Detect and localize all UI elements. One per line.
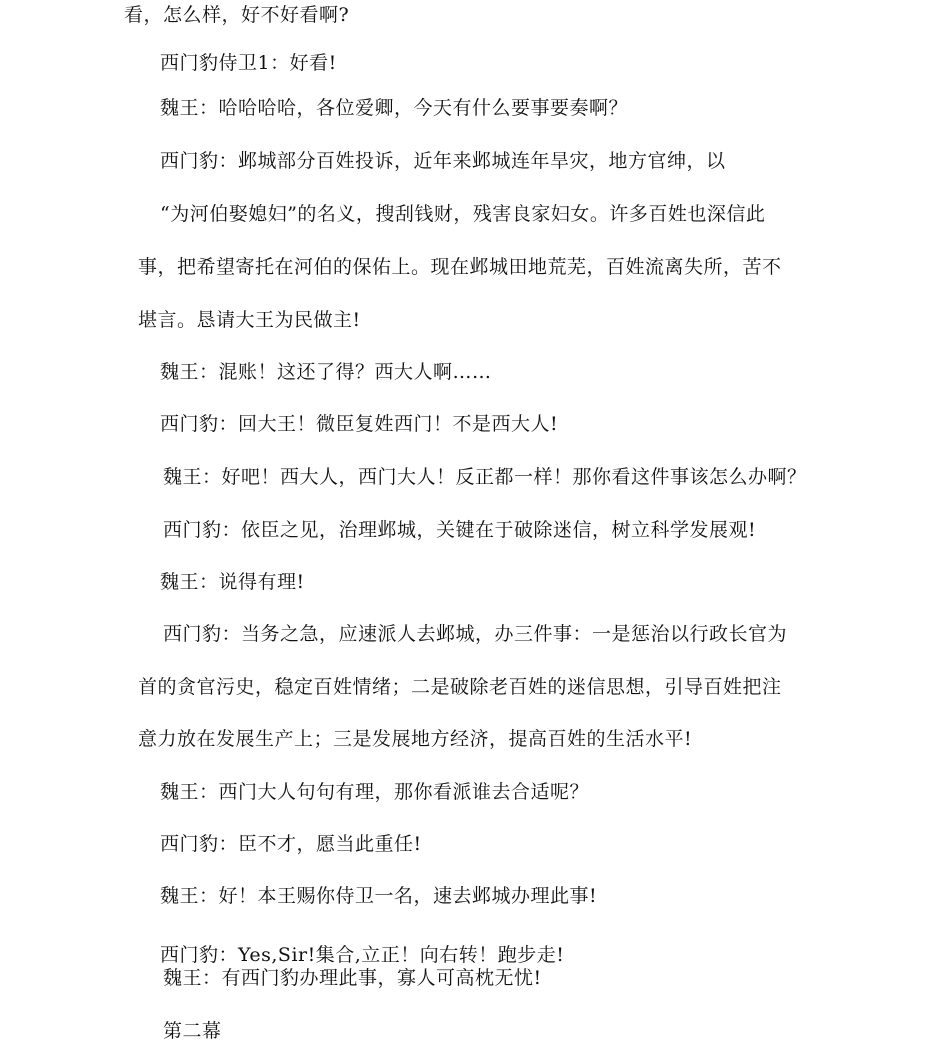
text-line-16: 魏王：西门大人句句有理，那你看派谁去合适呢？ xyxy=(160,781,590,803)
text-line-17: 西门豹：臣不才，愿当此重任! xyxy=(160,833,422,855)
text-line-19: 西门豹：Yes,Sir!集合,立正！向右转！跑步走! xyxy=(160,944,565,966)
text-line-6: 事，把希望寄托在河伯的保佑上。现在邺城田地荒芜，百姓流离失所，苦不 xyxy=(138,256,782,278)
text-line-3: 魏王：哈哈哈哈，各位爱卿，今天有什么要事要奏啊？ xyxy=(160,97,629,119)
text-line-2: 西门豹侍卫1：好看! xyxy=(160,52,337,74)
text-line-7: 堪言。恳请大王为民做主! xyxy=(138,309,361,331)
text-line-12: 魏王：说得有理! xyxy=(160,571,305,593)
text-line-5: “为河伯娶媳妇”的名义，搜刮钱财，残害良家妇女。许多百姓也深信此 xyxy=(160,203,766,225)
text-line-9: 西门豹：回大王！微臣复姓西门！不是西大人! xyxy=(160,413,559,435)
text-line-20: 魏王：有西门豹办理此事，寡人可高枕无忧! xyxy=(163,967,542,989)
text-line-11: 西门豹：依臣之见，治理邺城，关键在于破除迷信，树立科学发展观! xyxy=(163,519,757,541)
text-line-14: 首的贪官污史，稳定百姓情绪；二是破除老百姓的迷信思想，引导百姓把注 xyxy=(138,676,782,698)
text-line-15: 意力放在发展生产上；三是发展地方经济，提高百姓的生活水平! xyxy=(138,728,693,750)
text-line-1: 看，怎么样，好不好看啊? xyxy=(124,4,350,26)
text-line-10: 魏王：好吧！西大人，西门大人！反正都一样！那你看这件事该怎么办啊？ xyxy=(163,466,807,488)
text-line-13: 西门豹：当务之急，应速派人去邺城，办三件事：一是惩治以行政长官为 xyxy=(163,623,788,645)
text-line-4: 西门豹：邺城部分百姓投诉，近年来邺城连年旱灾，地方官绅，以 xyxy=(160,150,726,172)
section-heading: 第二幕 xyxy=(163,1020,222,1042)
text-line-18: 魏王：好！本王赐你侍卫一名，速去邺城办理此事! xyxy=(160,885,598,907)
text-line-8: 魏王：混账！这还了得？西大人啊…… xyxy=(160,361,492,383)
